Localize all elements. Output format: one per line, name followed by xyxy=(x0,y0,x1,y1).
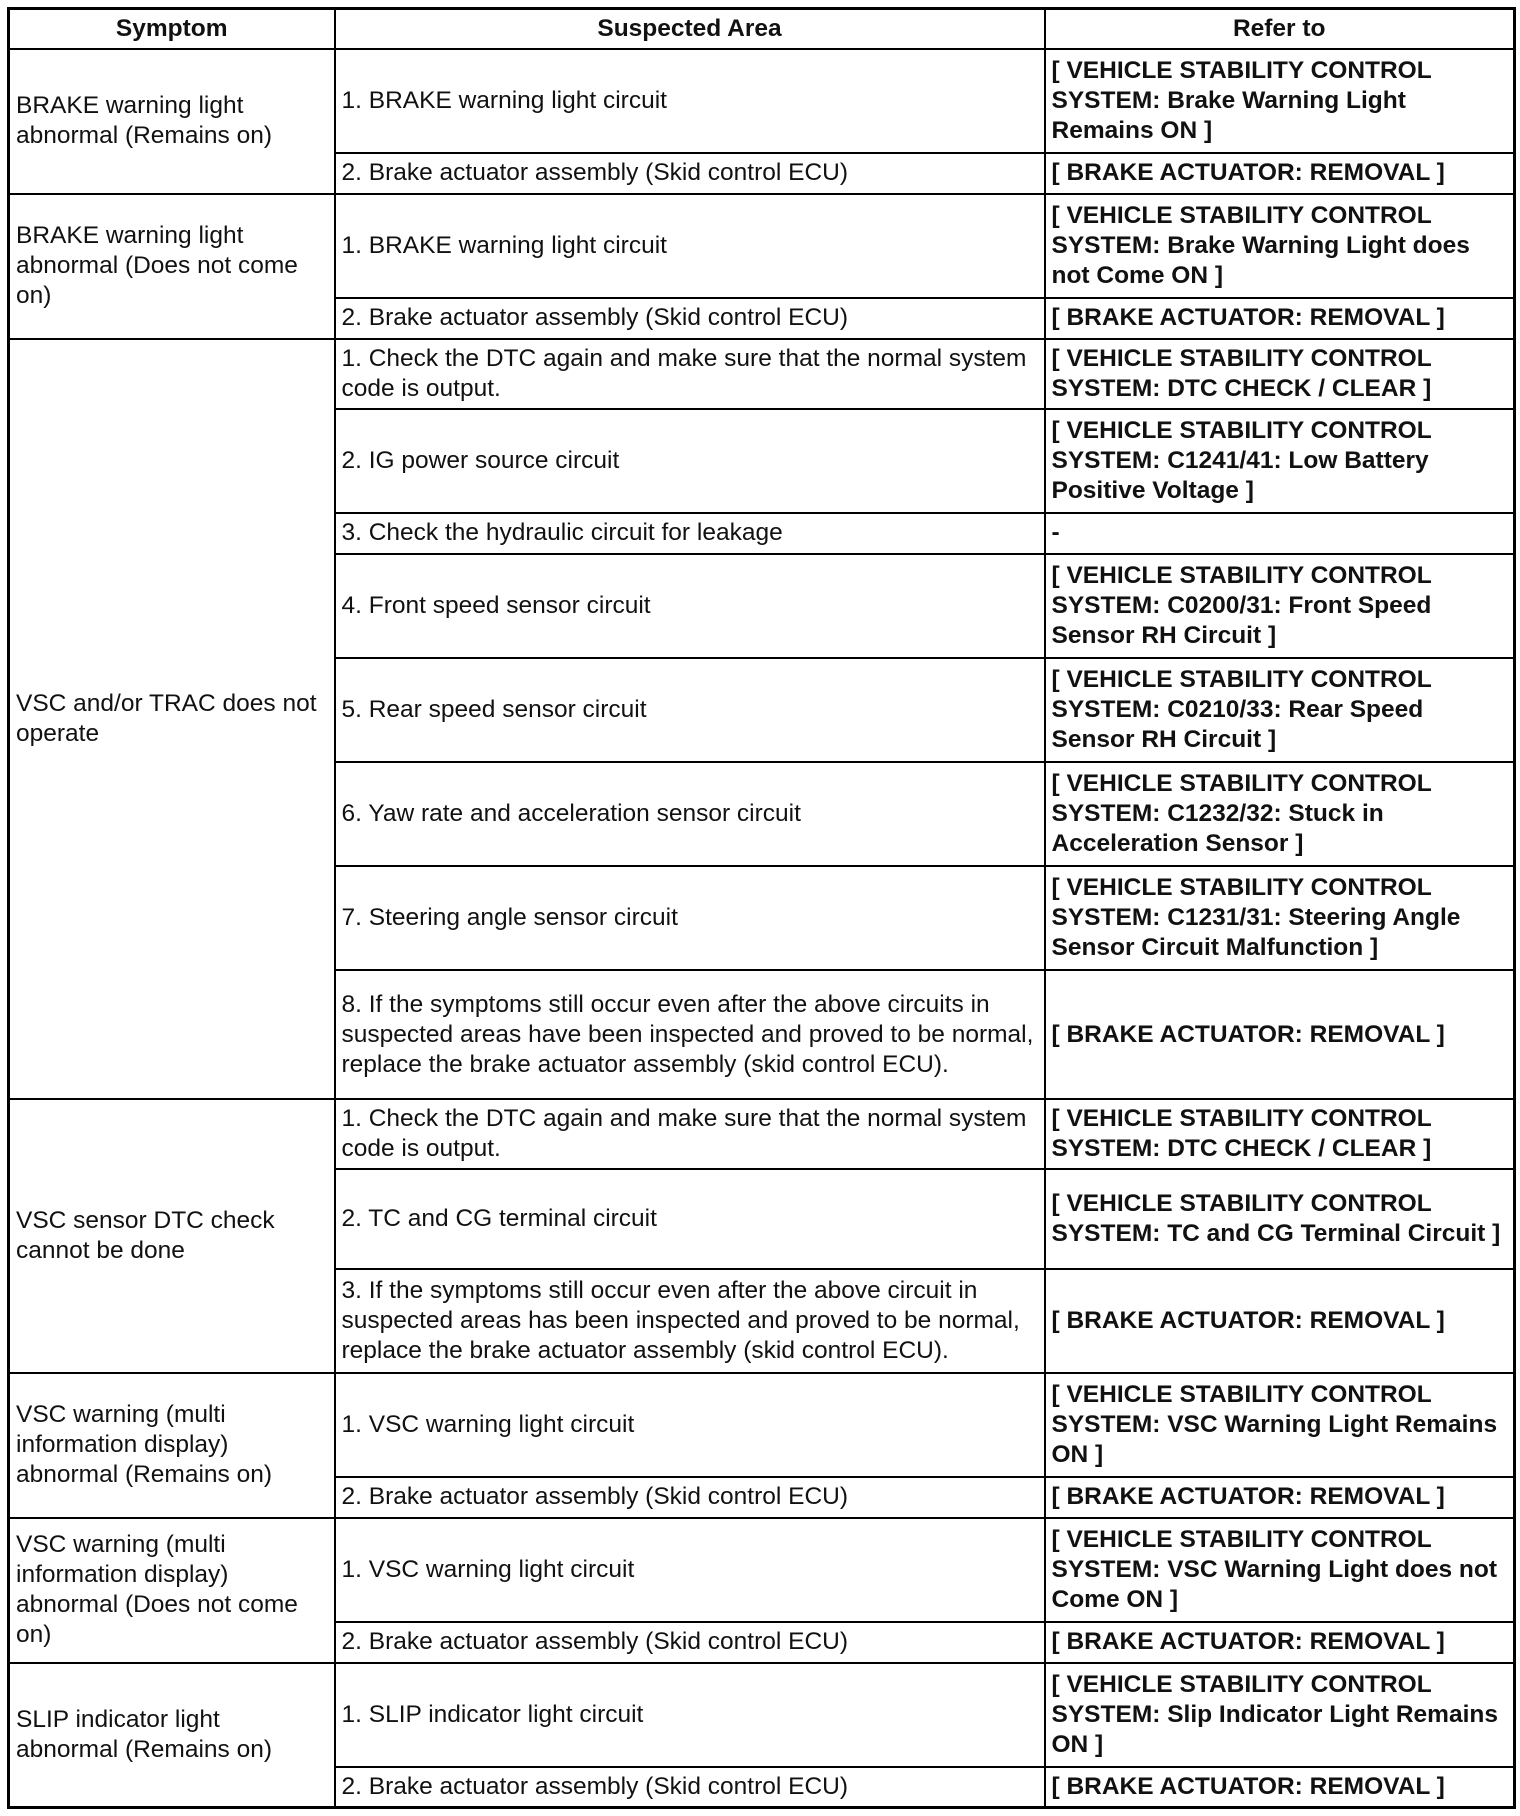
table-row xyxy=(9,1518,1515,1622)
suspected-area-cell: 1. SLIP indicator light circuit xyxy=(335,1663,1045,1767)
refer-to-cell: [ VEHICLE STABILITY CONTROL SYSTEM: DTC CHECK / CLEAR ] xyxy=(1045,339,1515,409)
suspected-area-cell: 3. If the symptoms still occur even after the above circuit in suspected areas has been inspected and proved to be normal, replace the brake actuator assembly (skid control ECU). xyxy=(335,1269,1045,1373)
refer-to-cell: [ BRAKE ACTUATOR: REMOVAL ] xyxy=(1045,1269,1515,1373)
refer-to-cell: [ VEHICLE STABILITY CONTROL SYSTEM: TC and CG Terminal Circuit ] xyxy=(1045,1169,1515,1269)
suspected-area-cell: 2. Brake actuator assembly (Skid control ECU) xyxy=(335,153,1045,194)
header-row xyxy=(9,9,1515,50)
suspected-area-cell: 4. Front speed sensor circuit xyxy=(335,554,1045,658)
suspected-area-cell: 2. Brake actuator assembly (Skid control ECU) xyxy=(335,1622,1045,1663)
symptom-cell: SLIP indicator light abnormal (Remains on) xyxy=(9,1663,335,1808)
table-body xyxy=(9,49,1515,1808)
refer-to-cell: [ BRAKE ACTUATOR: REMOVAL ] xyxy=(1045,298,1515,339)
refer-to-cell: [ VEHICLE STABILITY CONTROL SYSTEM: VSC Warning Light does not Come ON ] xyxy=(1045,1518,1515,1622)
suspected-area-cell: 1. BRAKE warning light circuit xyxy=(335,194,1045,298)
symptom-cell: BRAKE warning light abnormal (Does not come on) xyxy=(9,194,335,339)
table-row xyxy=(9,339,1515,409)
refer-to-cell: [ VEHICLE STABILITY CONTROL SYSTEM: DTC CHECK / CLEAR ] xyxy=(1045,1099,1515,1169)
refer-to-cell: [ VEHICLE STABILITY CONTROL SYSTEM: Brake Warning Light does not Come ON ] xyxy=(1045,194,1515,298)
refer-to-cell: [ VEHICLE STABILITY CONTROL SYSTEM: Brake Warning Light Remains ON ] xyxy=(1045,49,1515,153)
header-suspected-area: Suspected Area xyxy=(335,9,1045,50)
table-row xyxy=(9,1373,1515,1477)
suspected-area-cell: 6. Yaw rate and acceleration sensor circuit xyxy=(335,762,1045,866)
symptom-cell: BRAKE warning light abnormal (Remains on) xyxy=(9,49,335,194)
suspected-area-cell: 1. Check the DTC again and make sure that the normal system code is output. xyxy=(335,1099,1045,1169)
suspected-area-cell: 1. VSC warning light circuit xyxy=(335,1518,1045,1622)
suspected-area-cell: 3. Check the hydraulic circuit for leakage xyxy=(335,513,1045,554)
table-row xyxy=(9,194,1515,298)
suspected-area-cell: 1. Check the DTC again and make sure that the normal system code is output. xyxy=(335,339,1045,409)
refer-to-cell: [ VEHICLE STABILITY CONTROL SYSTEM: C1232/32: Stuck in Acceleration Sensor ] xyxy=(1045,762,1515,866)
refer-to-cell: [ VEHICLE STABILITY CONTROL SYSTEM: Slip Indicator Light Remains ON ] xyxy=(1045,1663,1515,1767)
refer-to-cell: [ BRAKE ACTUATOR: REMOVAL ] xyxy=(1045,1622,1515,1663)
suspected-area-cell: 2. IG power source circuit xyxy=(335,409,1045,513)
table-row xyxy=(9,49,1515,153)
symptom-cell: VSC warning (multi information display) abnormal (Remains on) xyxy=(9,1373,335,1518)
refer-to-cell: [ VEHICLE STABILITY CONTROL SYSTEM: C1241/41: Low Battery Positive Voltage ] xyxy=(1045,409,1515,513)
symptom-table xyxy=(7,7,1516,1809)
refer-to-cell: [ VEHICLE STABILITY CONTROL SYSTEM: C1231/31: Steering Angle Sensor Circuit Malfunction ] xyxy=(1045,866,1515,970)
header-symptom: Symptom xyxy=(9,9,335,50)
suspected-area-cell: 8. If the symptoms still occur even after the above circuits in suspected areas have been inspected and proved to be normal, replace the brake actuator assembly (skid control ECU). xyxy=(335,970,1045,1099)
suspected-area-cell: 2. Brake actuator assembly (Skid control ECU) xyxy=(335,298,1045,339)
refer-to-cell: [ VEHICLE STABILITY CONTROL SYSTEM: C0210/33: Rear Speed Sensor RH Circuit ] xyxy=(1045,658,1515,762)
refer-to-cell: [ BRAKE ACTUATOR: REMOVAL ] xyxy=(1045,153,1515,194)
suspected-area-cell: 7. Steering angle sensor circuit xyxy=(335,866,1045,970)
symptom-cell: VSC and/or TRAC does not operate xyxy=(9,339,335,1099)
suspected-area-cell: 2. Brake actuator assembly (Skid control ECU) xyxy=(335,1767,1045,1808)
suspected-area-cell: 2. TC and CG terminal circuit xyxy=(335,1169,1045,1269)
suspected-area-cell: 1. VSC warning light circuit xyxy=(335,1373,1045,1477)
suspected-area-cell: 1. BRAKE warning light circuit xyxy=(335,49,1045,153)
refer-to-cell: [ BRAKE ACTUATOR: REMOVAL ] xyxy=(1045,1477,1515,1518)
table-row xyxy=(9,1099,1515,1169)
symptom-cell: VSC warning (multi information display) abnormal (Does not come on) xyxy=(9,1518,335,1663)
refer-to-cell: [ BRAKE ACTUATOR: REMOVAL ] xyxy=(1045,970,1515,1099)
refer-to-cell: - xyxy=(1045,513,1515,554)
suspected-area-cell: 2. Brake actuator assembly (Skid control ECU) xyxy=(335,1477,1045,1518)
refer-to-cell: [ VEHICLE STABILITY CONTROL SYSTEM: C0200/31: Front Speed Sensor RH Circuit ] xyxy=(1045,554,1515,658)
refer-to-cell: [ VEHICLE STABILITY CONTROL SYSTEM: VSC Warning Light Remains ON ] xyxy=(1045,1373,1515,1477)
symptom-cell: VSC sensor DTC check cannot be done xyxy=(9,1099,335,1373)
table-row xyxy=(9,1663,1515,1767)
refer-to-cell: [ BRAKE ACTUATOR: REMOVAL ] xyxy=(1045,1767,1515,1808)
header-refer-to: Refer to xyxy=(1045,9,1515,50)
suspected-area-cell: 5. Rear speed sensor circuit xyxy=(335,658,1045,762)
